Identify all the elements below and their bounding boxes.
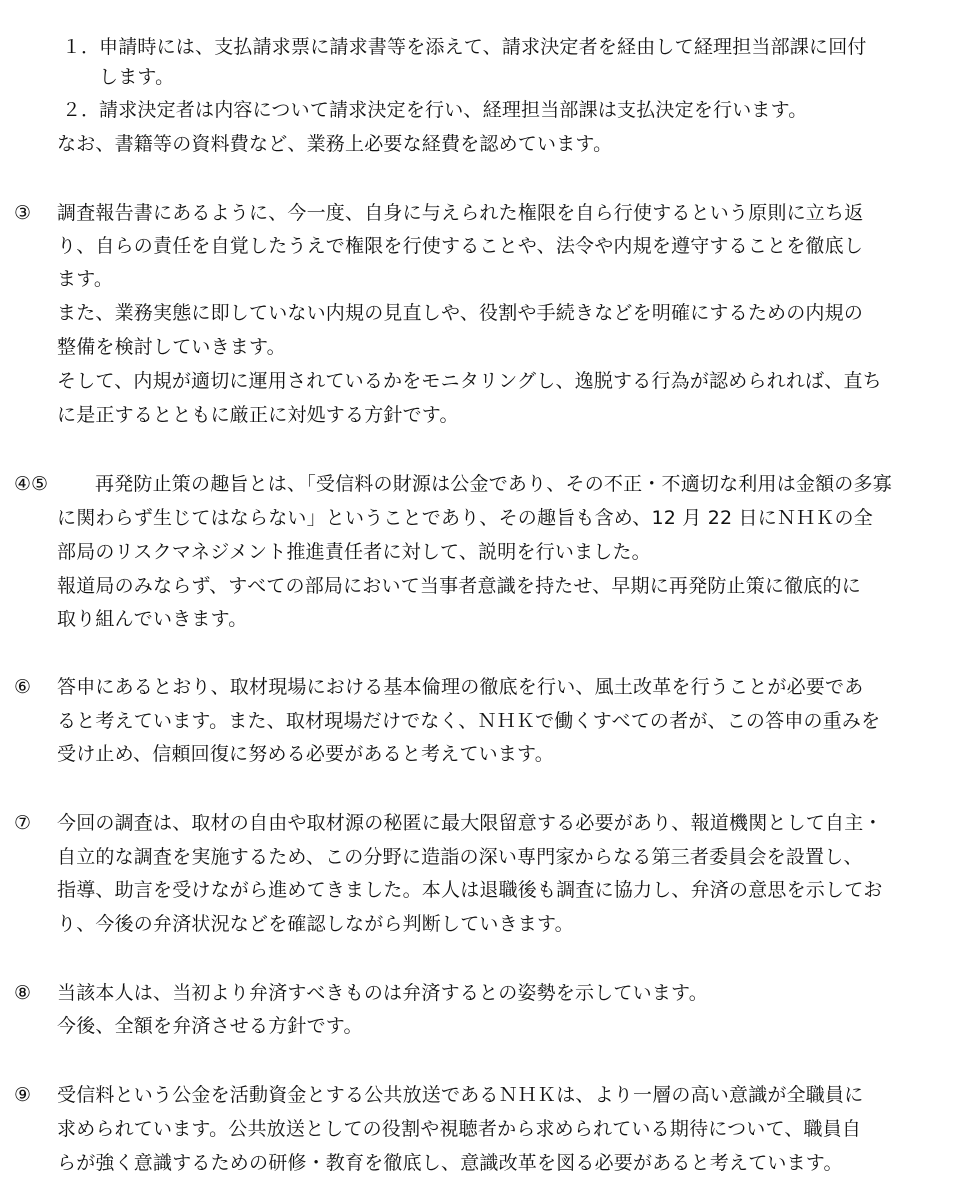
text-line: ると考えています。また、取材現場だけでなく、ＮＨＫで働くすべての者が、この答申の重みを: [57, 710, 881, 732]
text-line: 当該本人は、当初より弁済すべきものは弁済するとの姿勢を示しています。: [57, 982, 708, 1004]
text-line: 指導、助言を受けながら進めてきました。本人は退職後も調査に協力し、弁済の意思を示してお: [57, 879, 883, 901]
text-line: 請求決定者は内容について請求決定を行い、経理担当部課は支払決定を行います。: [99, 99, 808, 121]
text-line: り、自らの責任を自覚したうえで権限を行使することや、法令や内規を遵守することを徹底し: [57, 235, 864, 257]
text-line: らが強く意識するための研修・教育を徹底し、意識改革を図る必要があると考えています。: [57, 1152, 843, 1174]
text-line: 再発防止策の趣旨とは、「受信料の財源は公金であり、その不正・不適切な利用は金額の多寡: [95, 473, 892, 495]
answer-marker: ⑥: [14, 676, 32, 698]
answer-marker: ③: [14, 202, 32, 224]
text-line: 整備を検討していきます。: [57, 336, 286, 358]
list-number: ２．: [62, 99, 101, 121]
text-line: 受け止め、信頼回復に努める必要があると考えています。: [57, 743, 554, 765]
answer-marker: ⑨: [14, 1084, 32, 1106]
text-line: 答申にあるとおり、取材現場における基本倫理の徹底を行い、風土改革を行うことが必要であ: [57, 676, 864, 698]
answer-marker: ④⑤: [14, 473, 49, 495]
list-number: １．: [62, 36, 101, 58]
text-line: 今回の調査は、取材の自由や取材源の秘匿に最大限留意する必要があり、報道機関として自主・: [57, 812, 883, 834]
text-line: そして、内規が適切に運用されているかをモニタリングし、逸脱する行為が認められれば、直ち: [57, 370, 882, 392]
note-line: なお、書籍等の資料費など、業務上必要な経費を認めています。: [57, 133, 613, 155]
text-line: します。: [99, 66, 175, 88]
text-line: 取り組んでいきます。: [57, 608, 248, 630]
text-line: 部局のリスクマネジメント推進責任者に対して、説明を行いました。: [57, 541, 651, 563]
text-line: に関わらず生じてはならない」ということであり、その趣旨も含め、12 月 22 日にＮＨＫの全: [57, 507, 873, 529]
text-line: 受信料という公金を活動資金とする公共放送であるＮＨＫは、より一層の高い意識が全職員に: [57, 1084, 864, 1106]
text-line: 今後、全額を弁済させる方針です。: [57, 1015, 363, 1037]
text-line: 調査報告書にあるように、今一度、自身に与えられた権限を自ら行使するという原則に立ち返: [57, 202, 864, 224]
text-line: 報道局のみならず、すべての部局において当事者意識を持たせ、早期に再発防止策に徹底的に: [57, 575, 861, 597]
text-line: に是正するとともに厳正に対処する方針です。: [57, 404, 459, 426]
answer-marker: ⑧: [14, 982, 32, 1004]
answer-marker: ⑦: [14, 812, 32, 834]
text-line: ます。: [57, 268, 114, 290]
text-line: 求められています。公共放送としての役割や視聴者から求められている期待について、職員自: [57, 1118, 862, 1140]
text-line: 申請時には、支払請求票に請求書等を添えて、請求決定者を経由して経理担当部課に回付: [99, 36, 867, 58]
text-line: 自立的な調査を実施するため、この分野に造詣の深い専門家からなる第三者委員会を設置し、: [57, 846, 863, 868]
text-line: り、今後の弁済状況などを確認しながら判断していきます。: [57, 913, 574, 935]
text-line: また、業務実態に即していない内規の見直しや、役割や手続きなどを明確にするための内規の: [57, 302, 864, 324]
